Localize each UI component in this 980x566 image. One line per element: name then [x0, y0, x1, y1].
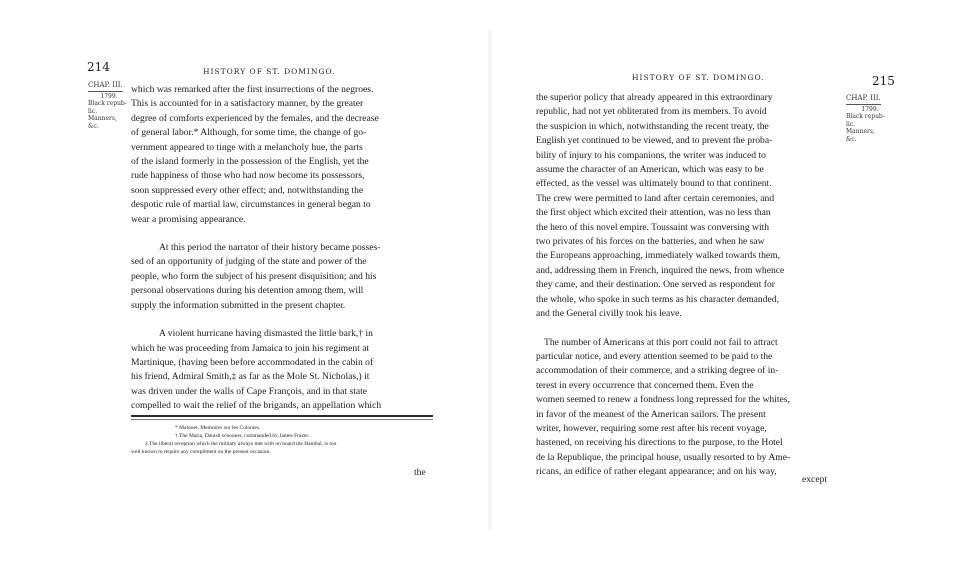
left-page [0, 0, 480, 566]
footnote: well known to require any compliment on the present occasion. [131, 449, 271, 455]
text-line: compelled to wait the relief of the brigands, an appellation which [131, 400, 382, 412]
text-line: the Europeans approaching, immediately walked towards them, [536, 250, 781, 262]
margin-line: Black repub- [88, 100, 127, 107]
margin-note [846, 95, 894, 143]
page-number: 214 [87, 60, 110, 74]
text-line: particular notice, and every attention seemed to be paid to the [536, 350, 773, 362]
text-line: A violent hurricane having dismasted the little bark,† in [159, 328, 373, 340]
text-line: vernment appeared to tinge with a melancholy hue, the parts [131, 141, 363, 153]
paragraph [131, 241, 435, 313]
footnotes [131, 424, 435, 456]
footnote-rule [131, 415, 433, 417]
footnote: ‡ The liberal reception which the military always met with on board the Hanibal, is too [145, 441, 337, 447]
text-line: degree of comforts experienced by the females, and the decrease [131, 112, 379, 124]
text-line: assume the character of an American, which was easy to be [536, 164, 764, 176]
footnote: * Malouet, Memoires sur les Colonies. [175, 425, 261, 431]
footnote: † The Maria, Danish schooner, commanded by James Frazer. [175, 433, 310, 439]
page-number: 215 [872, 74, 895, 88]
text-line: his friend, Admiral Smith,‡ as far as the Mole St. Nicholas,) it [131, 371, 370, 383]
text-line: At this period the narrator of their history became posses- [159, 242, 381, 254]
left-body-text [131, 83, 435, 414]
margin-line: Black repub- [846, 113, 885, 120]
running-head: HISTORY OF ST. DOMINGO. [632, 73, 765, 82]
text-line: Martinique, (having been before accommodated in the cabin of [131, 356, 374, 368]
text-line: English yet continued to be viewed, and to prevent the proba- [536, 135, 773, 147]
margin-chapter: CHAP. III. [846, 95, 881, 105]
text-line: the hero of this novel empire. Toussaint was conversing with [536, 221, 770, 233]
margin-line: Manners, [88, 115, 117, 122]
text-line: despotic rule of martial law, circumstances in general began to [131, 199, 371, 211]
running-head: HISTORY OF ST. DOMINGO. [203, 67, 336, 76]
text-line: de la Republique, the principal house, usually resorted to by Ame- [536, 451, 791, 463]
footnote-rule-thin [131, 419, 433, 420]
text-line: and the General civilly took his leave. [536, 308, 682, 320]
text-line: in favor of the meanest of the American sailors. The present [536, 408, 766, 420]
paragraph [536, 91, 840, 322]
text-line: of the island formerly in the possession of the English, yet the [131, 156, 369, 168]
text-line: women seemed to renew a fondness long repressed for the whites, [536, 394, 790, 406]
text-line: wear a promising appearance. [131, 213, 246, 225]
catchword: except [802, 474, 828, 485]
margin-year: 1799. [861, 105, 879, 113]
text-line: which he was proceeding from Jamaica to join his regiment at [131, 342, 370, 354]
text-line: The crew were permitted to land after certain ceremonies, and [536, 192, 775, 204]
paragraph [131, 83, 435, 227]
text-line: and, addressing them in French, inquired the news, from whence [536, 264, 785, 276]
text-line: republic, had not yet obliterated from its members. To avoid [536, 106, 767, 118]
text-line: soon suppressed every other effect; and, notwithstanding the [131, 184, 364, 196]
text-line: the first object which excited their attention, was no less than [536, 207, 771, 219]
margin-line: &c. [88, 122, 99, 130]
text-line: the whole, who spoke in such terms as his character demanded, [536, 293, 779, 305]
text-line: hastened, on receiving his directions to the purpose, to the Hotel [536, 437, 783, 449]
text-line: they came, and their destination. One served as respondent for [536, 279, 775, 291]
text-line: people, who form the subject of his present disquisition; and his [131, 270, 377, 282]
text-line: effected, as the vessel was ultimately bound to that continent. [536, 178, 772, 190]
text-line: the suspicion in which, notwithstanding the recent treaty, the [536, 120, 769, 132]
text-line: personal observations during his detention among them, will [131, 285, 364, 297]
margin-line: Manners, [846, 128, 875, 135]
paragraph [131, 327, 435, 413]
margin-chapter: CHAP. III. [88, 82, 123, 92]
text-line: The number of Americans at this port could not fail to attract [544, 336, 778, 348]
paragraph [536, 336, 840, 480]
margin-note [88, 82, 130, 130]
right-page [500, 0, 980, 566]
margin-line: lic. [846, 120, 856, 128]
text-line: which was remarked after the first insurrections of the negroes. [131, 84, 374, 95]
text-line: of general labor.* Although, for some time, the change of go- [131, 127, 367, 139]
margin-line: lic. [88, 107, 98, 115]
text-line: terest in every occurrence that concerned them. Even the [536, 379, 754, 391]
text-line: rude happiness of those who had now become its possessors, [131, 170, 365, 182]
text-line: the superior policy that already appeared in this extraordinary [536, 92, 773, 103]
margin-line: &c. [846, 135, 857, 143]
text-line: writer, however, requiring some rest after his recent voyage, [536, 422, 767, 434]
book-gutter [488, 30, 492, 530]
right-body-text [536, 91, 840, 480]
text-line: This is accounted for in a satisfactory manner, by the greater [131, 98, 364, 110]
text-line: bility of injury to his companions, the writer was induced to [536, 149, 766, 161]
text-line: accommodation of their commerce, and a striking degree of in- [536, 365, 779, 377]
text-line: sed of an opportunity of judging of the state and power of the [131, 256, 367, 268]
text-line: was driven under the walls of Cape François, and in that state [131, 385, 368, 397]
text-line: ricans, an edifice of rather elegant appearance; and on his way, [536, 466, 777, 478]
text-line: supply the information submitted in the present chapter. [131, 299, 346, 311]
margin-year: 1799. [100, 92, 118, 100]
text-line: two privates of his forces on the batteries, and when he saw [536, 236, 765, 248]
catchword: the [414, 467, 426, 478]
